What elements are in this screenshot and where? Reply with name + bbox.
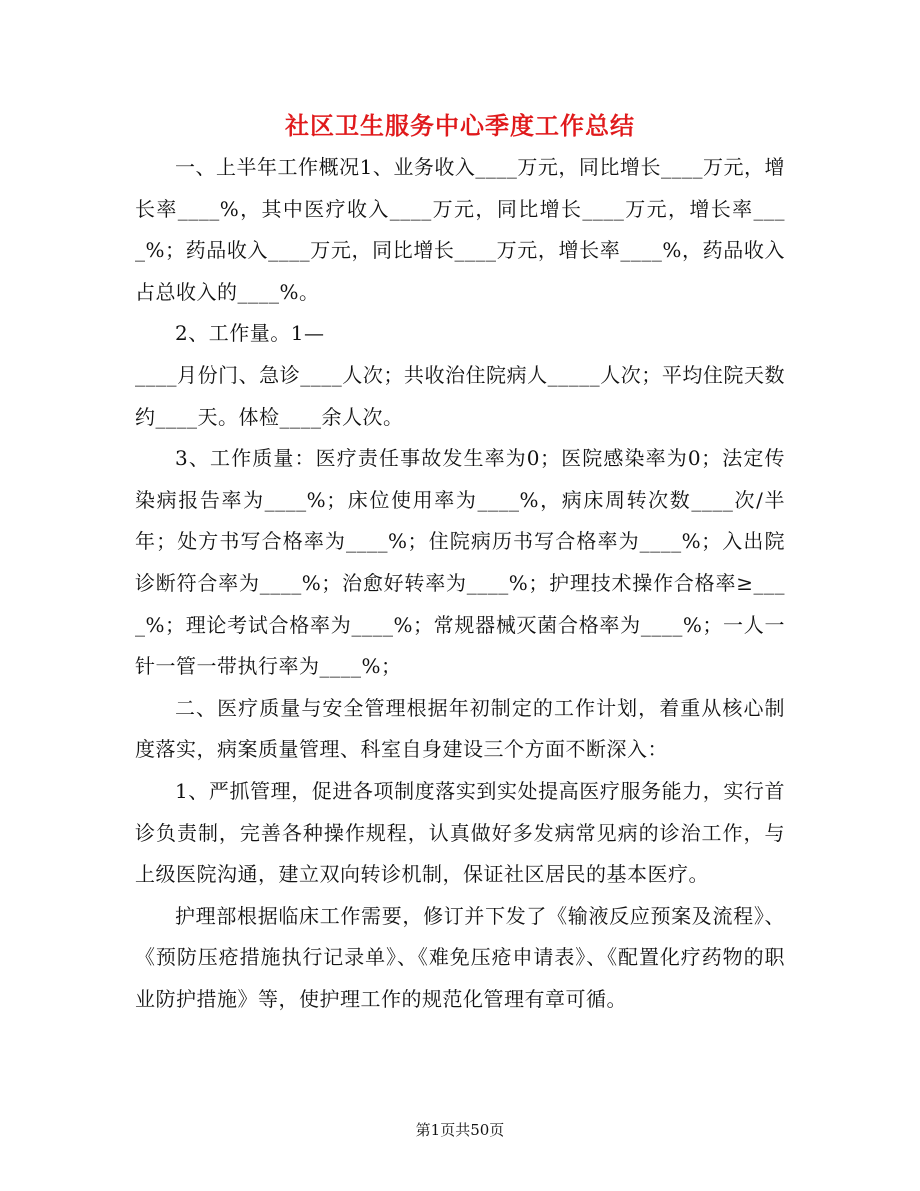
paragraph-workload-detail: ____月份门、急诊____人次；共收治住院病人_____人次；平均住院天数约____天。体检____余人次。 [135, 362, 785, 429]
paragraph-work-quality: 3、工作质量：医疗责任事故发生率为0；医院感染率为0；法定传染病报告率为____%；床位使用率为____%，病床周转次数____次/半年；处方书写合格率为____%；住院病历书写合格率为____%；入出院诊断符合率为____%；治愈好转率为____%；护理技术操作合格率≥____%；理论考试合格率为____%；常规器械灭菌合格率为____%；一人一针一管一带执行率为____%； [135, 446, 785, 679]
document-body [135, 147, 785, 1020]
paragraph-quality-safety: 二、医疗质量与安全管理根据年初制定的工作计划，着重从核心制度落实，病案质量管理、科室自身建设三个方面不断深入： [135, 695, 785, 762]
paragraph-workload-heading: 2、工作量。1— [175, 321, 325, 346]
document-title: 社区卫生服务中心季度工作总结 [285, 111, 635, 140]
paragraph-strict-management: 1、严抓管理，促进各项制度落实到实处提高医疗服务能力，实行首诊负责制，完善各种操作规程，认真做好多发病常见病的诊治工作，与上级医院沟通，建立双向转诊机制，保证社区居民的基本医疗。 [135, 778, 785, 887]
paragraph-nursing: 护理部根据临床工作需要，修订并下发了《输液反应预案及流程》、《预防压疮措施执行记录单》、《难免压疮申请表》、《配置化疗药物的职业防护措施》等，使护理工作的规范化管理有章可循。 [135, 903, 785, 1011]
paragraph-work-overview: 一、上半年工作概况1、业务收入____万元，同比增长____万元，增长率____%，其中医疗收入____万元，同比增长____万元，增长率____%；药品收入____万元，同比增长____万元，增长率____%，药品收入占总收入的____%。 [135, 155, 785, 304]
page-number-footer: 第1页共50页 [415, 1121, 505, 1139]
